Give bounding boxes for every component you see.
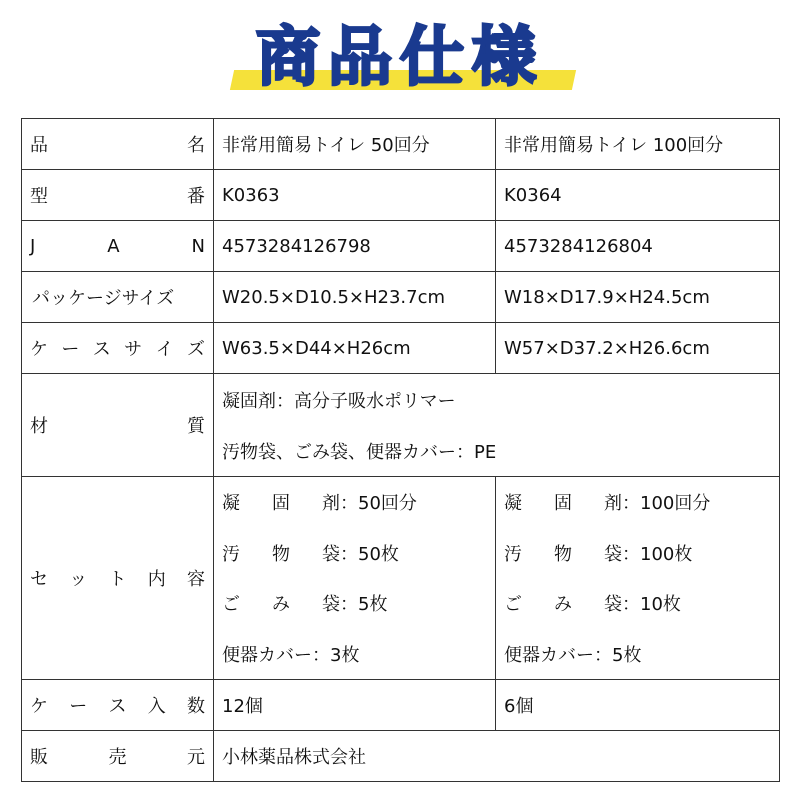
row-case-qty — [22, 680, 780, 731]
value-jan-2: 4573284126804 — [496, 221, 780, 272]
spec-table — [21, 118, 780, 782]
set-item: ご み 袋 ：10枚 — [504, 594, 681, 616]
page-title: 商品仕様 — [256, 21, 544, 95]
row-model — [22, 170, 780, 221]
row-case-size — [22, 323, 780, 374]
label-set: セ ッ ト 内 容 — [22, 477, 214, 680]
set-item: 凝 固 剤 ：100回分 — [504, 493, 711, 515]
set-item: 汚 物 袋 ：50枚 — [222, 543, 399, 565]
row-seller — [22, 731, 780, 782]
value-set-1 — [214, 477, 496, 680]
label-jan: J A N — [22, 221, 214, 272]
set-item: 便器カバー ：5枚 — [504, 644, 642, 666]
set-item: 凝 固 剤 ：50回分 — [222, 493, 417, 515]
value-set-2 — [496, 477, 780, 680]
value-material — [214, 374, 780, 477]
value-model-1: K0363 — [214, 170, 496, 221]
label-material: 材 質 — [22, 374, 214, 477]
value-case-qty-2: 6個 — [496, 680, 780, 731]
row-material — [22, 374, 780, 477]
row-set — [22, 477, 780, 680]
set-item: 汚 物 袋 ：100枚 — [504, 543, 693, 565]
set-item: ご み 袋 ：5枚 — [222, 594, 388, 616]
value-seller: 小林薬品株式会社 — [214, 731, 780, 782]
label-case-qty: ケ ー ス 入 数 — [22, 680, 214, 731]
label-case-size: ケ ー ス サ イ ズ — [22, 323, 214, 374]
row-name — [22, 119, 780, 170]
value-package-size-2: W18×D17.9×H24.5cm — [496, 272, 780, 323]
row-jan — [22, 221, 780, 272]
value-jan-1: 4573284126798 — [214, 221, 496, 272]
set-item: 便器カバー ：3枚 — [222, 644, 360, 666]
title-area — [0, 0, 800, 118]
row-package-size — [22, 272, 780, 323]
value-name-1: 非常用簡易トイレ 50回分 — [214, 119, 496, 170]
material-line-1: 凝固剤：高分子吸水ポリマー — [222, 390, 456, 412]
value-case-qty-1: 12個 — [214, 680, 496, 731]
value-model-2: K0364 — [496, 170, 780, 221]
material-line-2: 汚物袋、ごみ袋、便器カバー：PE — [222, 441, 497, 463]
label-model: 型 番 — [22, 170, 214, 221]
label-package-size: パッケージサイズ — [22, 272, 214, 323]
value-package-size-1: W20.5×D10.5×H23.7cm — [214, 272, 496, 323]
label-seller: 販 売 元 — [22, 731, 214, 782]
label-name: 品 名 — [22, 119, 214, 170]
value-case-size-1: W63.5×D44×H26cm — [214, 323, 496, 374]
value-case-size-2: W57×D37.2×H26.6cm — [496, 323, 780, 374]
value-name-2: 非常用簡易トイレ 100回分 — [496, 119, 780, 170]
